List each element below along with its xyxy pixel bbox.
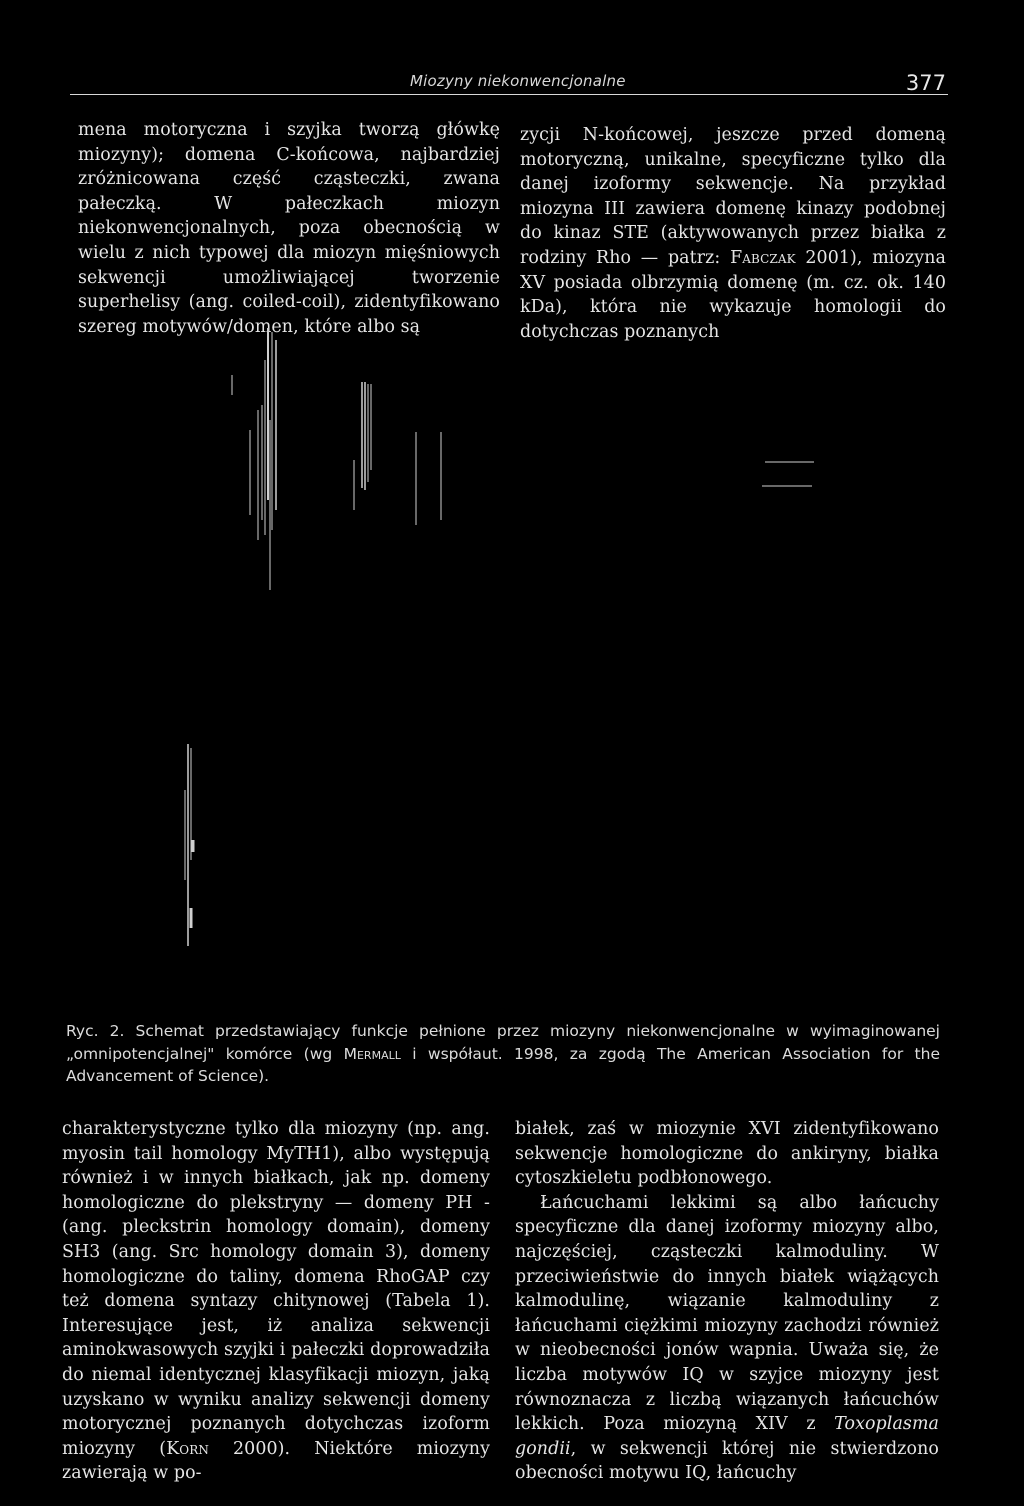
bottom-left-column	[62, 1117, 490, 1486]
text-segment: , w sekwencji której nie stwierdzono obecności motywu IQ, łańcuchy	[515, 1438, 939, 1484]
text-segment: 2000). Niektóre miozyny zawierają w po-	[62, 1438, 491, 1484]
paragraph	[62, 1117, 490, 1486]
author-citation: Korn	[166, 1438, 209, 1459]
species-name: Toxoplasma gondii	[515, 1414, 939, 1459]
text-segment: 2001), miozyna XV posiada olbrzymią domenę (m. cz. ok. 140 kDa), która nie wykazuje homologii do dotychczas poznanych	[520, 247, 946, 342]
paragraph: mena motoryczna i szyjka tworzą główkę miozyny); domena C-końcowa, najbardziej zróżnicowana część cząsteczki, zwana pałeczką. W pałeczkach miozyn niekonwencjonalnych, poza obecnością w wielu z nich typowej dla miozyn mięśniowych sekwencji umożliwiającej tworzenie superhelisy (ang. coiled-coil), zidentyfikowano szereg motywów/domen, które albo są	[78, 120, 500, 337]
paragraph	[515, 1191, 939, 1486]
author-citation: Mermall	[343, 1044, 401, 1063]
text-segment: zycji N-końcowej, jeszcze przed domeną motoryczną, unikalne, specyficzne tylko dla danej izoformy sekwencje. Na przykład miozyna III zawiera domenę kinazy podobnej do kinaz STE (aktywowanych przez białka z rodziny Rho — patrz:	[520, 125, 946, 268]
author-citation: Fabczak	[730, 247, 796, 268]
running-title: Miozyny niekonwencjonalne	[410, 72, 626, 90]
bottom-right-column	[515, 1117, 939, 1486]
text-segment: charakterystyczne tylko dla miozyny (np. ang. myosin tail homology MyTH1), albo występują również i w innych białkach, jak np. domeny homologiczne do plekstryny — domeny PH - (ang. pleckstrin homology domain), domeny SH3 (ang. Src homology domain 3), domeny homologiczne do taliny, domena RhoGAP czy też domena syntazy chitynowej (Tabela 1). Interesujące jest, iż analiza sekwencji aminokwasowych szyjki i pałeczki doprowadziła do niemal identycznej klasyfikacji miozyn, jaką uzyskano w wyniku analizy sekwencji domeny motorycznej poznanych dotychczas izoform miozyny (	[62, 1119, 490, 1459]
top-left-column	[78, 118, 500, 339]
figure-caption	[66, 1020, 940, 1088]
caption-text: i współaut. 1998, za zgodą The American Association for the Advancement of Science).	[66, 1044, 940, 1085]
paragraph: białek, zaś w miozynie XVI zidentyfikowano sekwencje homologiczne do ankiryny, białka cytoszkieletu podbłonowego.	[515, 1119, 939, 1189]
page-number: 377	[905, 71, 946, 95]
figure-scan-artifacts	[0, 320, 1024, 1010]
text-segment: Łańcuchami lekkimi są albo łańcuchy specyficzne dla danej izoformy miozyny albo, najczęściej, cząsteczki kalmoduliny. W przeciwieństwie do innych białek wiążących kalmodulinę, wiązanie kalmoduliny z łańcuchami ciężkimi miozyny zachodzi również w nieobecności jonów wapnia. Uważa się, że liczba motywów IQ w szyjce miozyny jest równoznacza z liczbą wiązanych łańcuchów lekkich. Poza miozyną XIV z	[515, 1192, 939, 1435]
header-rule	[70, 94, 948, 95]
caption-text: Ryc. 2. Schemat przedstawiający funkcje pełnione przez miozyny niekonwencjonalne w wyimaginowanej „omnipotencjalnej" komórce (wg	[66, 1022, 940, 1063]
top-right-column	[520, 123, 946, 344]
paragraph	[520, 123, 946, 344]
